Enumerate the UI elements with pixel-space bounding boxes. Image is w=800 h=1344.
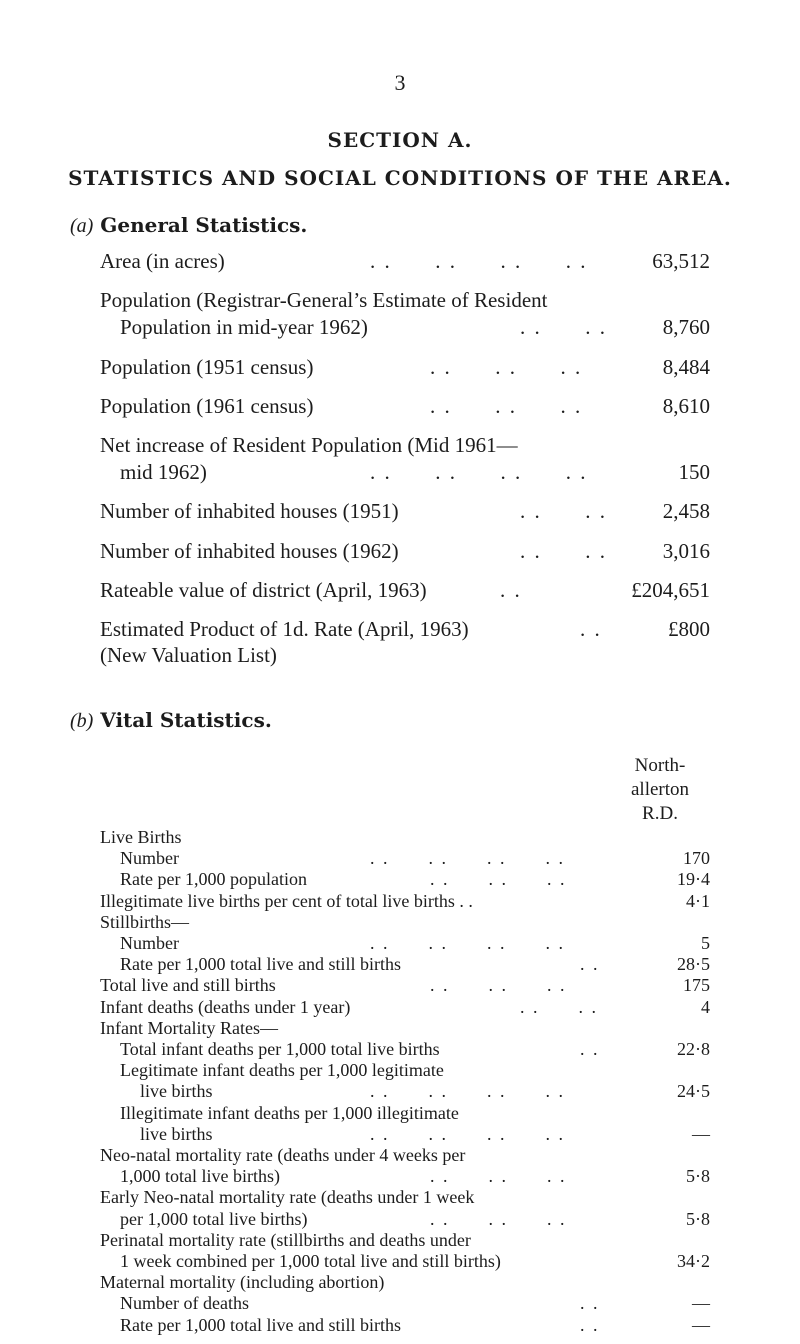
vital-value: 4 bbox=[701, 996, 710, 1017]
leader-dots: . . . . . . bbox=[430, 394, 583, 418]
vital-label: Illegitimate live births per cent of total live births . . bbox=[100, 890, 473, 911]
vital-row bbox=[0, 1271, 800, 1293]
vital-value: 4·1 bbox=[686, 890, 710, 911]
vital-value: 5·8 bbox=[686, 1208, 710, 1229]
leader-dots: . . . . bbox=[520, 499, 607, 523]
general-value: £800 bbox=[668, 617, 710, 641]
column-header-line: allerton bbox=[630, 779, 690, 800]
vital-row bbox=[0, 826, 800, 848]
vital-label: Number bbox=[120, 933, 179, 953]
leader-dots: . . . . bbox=[520, 539, 607, 563]
column-header-line: North- bbox=[634, 755, 686, 776]
vital-row bbox=[0, 1038, 800, 1060]
vital-row bbox=[0, 953, 800, 975]
general-marker: (a) bbox=[70, 215, 94, 237]
general-row bbox=[0, 496, 800, 526]
general-row bbox=[0, 575, 800, 605]
general-value: £204,651 bbox=[631, 578, 710, 602]
general-statistics-heading bbox=[70, 213, 307, 238]
leader-dots: . . . . . . . . bbox=[370, 1081, 565, 1102]
section-subtitle: STATISTICS AND SOCIAL CONDITIONS OF THE AREA. bbox=[68, 166, 732, 190]
leader-dots: . . . . . . bbox=[430, 975, 567, 996]
vital-value: 34·2 bbox=[677, 1251, 710, 1271]
general-row bbox=[0, 430, 800, 460]
general-label: Population (Registrar-General’s Estimate of Resident bbox=[100, 288, 548, 312]
leader-dots: . . bbox=[580, 954, 600, 975]
vital-label: Rate per 1,000 population bbox=[120, 869, 307, 890]
vital-value: 5 bbox=[701, 933, 710, 953]
vital-row bbox=[0, 1229, 800, 1251]
vital-value: — bbox=[692, 1314, 710, 1335]
general-value: 3,016 bbox=[662, 539, 710, 563]
leader-dots: . . . . bbox=[520, 315, 607, 339]
leader-dots: . . bbox=[580, 1314, 600, 1335]
leader-dots: . . . . . . bbox=[430, 1208, 567, 1229]
vital-row bbox=[0, 1292, 800, 1314]
vital-label: Total infant deaths per 1,000 total live births bbox=[120, 1039, 440, 1059]
leader-dots: . . bbox=[580, 1039, 600, 1059]
vital-statistics-heading bbox=[70, 708, 272, 733]
vital-label: Live Births bbox=[100, 827, 182, 847]
section-title: SECTION A. bbox=[327, 128, 473, 152]
vital-row bbox=[0, 868, 800, 890]
vital-row bbox=[0, 1165, 800, 1187]
vital-value: 175 bbox=[683, 975, 710, 996]
vital-heading-text: Vital Statistics. bbox=[100, 708, 272, 732]
vital-value: 19·4 bbox=[677, 869, 710, 890]
general-row bbox=[0, 640, 800, 670]
general-heading-text: General Statistics. bbox=[100, 213, 308, 237]
general-label: Population (1951 census) bbox=[100, 355, 314, 379]
vital-label: Early Neo-natal mortality rate (deaths under 1 week bbox=[100, 1187, 475, 1208]
vital-row bbox=[0, 1059, 800, 1081]
vital-value: 28·5 bbox=[677, 954, 710, 975]
column-header-line: R.D. bbox=[642, 803, 678, 824]
vital-row bbox=[0, 974, 800, 996]
vital-row bbox=[0, 911, 800, 933]
vital-marker: (b) bbox=[70, 710, 94, 732]
vital-row bbox=[0, 996, 800, 1018]
vital-row bbox=[0, 1314, 800, 1336]
general-label: (New Valuation List) bbox=[100, 643, 277, 667]
vital-row bbox=[0, 1123, 800, 1145]
vital-value: 24·5 bbox=[677, 1081, 710, 1102]
leader-dots: . . . . . . . . bbox=[370, 249, 588, 273]
vital-label: Infant deaths (deaths under 1 year) bbox=[100, 996, 351, 1017]
leader-dots: . . . . . . . . bbox=[370, 460, 588, 484]
general-label: mid 1962) bbox=[120, 460, 207, 484]
general-value: 2,458 bbox=[662, 499, 710, 523]
vital-label: live births bbox=[140, 1081, 213, 1102]
vital-label: Rate per 1,000 total live and still births bbox=[120, 1314, 401, 1335]
general-label: Area (in acres) bbox=[100, 249, 225, 273]
general-row bbox=[0, 391, 800, 421]
vital-label: live births bbox=[140, 1123, 213, 1144]
general-row bbox=[0, 536, 800, 566]
general-label: Net increase of Resident Population (Mid 1961— bbox=[100, 433, 518, 457]
vital-label: Infant Mortality Rates— bbox=[100, 1017, 278, 1038]
vital-label: Total live and still births bbox=[100, 975, 276, 996]
vital-label: per 1,000 total live births) bbox=[120, 1208, 308, 1229]
general-label: Population (1961 census) bbox=[100, 394, 314, 418]
leader-dots: . . . . . . bbox=[430, 355, 583, 379]
vital-row bbox=[0, 890, 800, 912]
general-value: 63,512 bbox=[652, 249, 710, 273]
vital-row bbox=[0, 1080, 800, 1102]
general-value: 8,484 bbox=[662, 355, 710, 379]
general-label: Rateable value of district (April, 1963) bbox=[100, 578, 427, 602]
vital-value: — bbox=[692, 1123, 710, 1144]
leader-dots: . . . . . . . . bbox=[370, 1123, 565, 1144]
vital-row bbox=[0, 1208, 800, 1230]
general-label: Population in mid-year 1962) bbox=[120, 315, 368, 339]
general-row bbox=[0, 285, 800, 315]
vital-label: Number of deaths bbox=[120, 1293, 249, 1314]
general-value: 150 bbox=[678, 460, 710, 484]
vital-row bbox=[0, 1102, 800, 1124]
leader-dots: . . bbox=[580, 1293, 600, 1314]
leader-dots: . . . . . . bbox=[430, 869, 567, 890]
leader-dots: . . . . bbox=[520, 996, 598, 1017]
general-label: Number of inhabited houses (1951) bbox=[100, 499, 399, 523]
vital-value: 5·8 bbox=[686, 1166, 710, 1187]
general-row bbox=[0, 352, 800, 382]
vital-label: Illegitimate infant deaths per 1,000 illegitimate bbox=[120, 1102, 459, 1123]
vital-label: Maternal mortality (including abortion) bbox=[100, 1272, 385, 1293]
vital-value: 170 bbox=[683, 848, 710, 869]
leader-dots: . . . . . . . . bbox=[370, 933, 565, 953]
vital-row bbox=[0, 1144, 800, 1166]
vital-label: Perinatal mortality rate (stillbirths and deaths under bbox=[100, 1229, 471, 1250]
leader-dots: . . . . . . . . bbox=[370, 848, 565, 869]
general-row bbox=[0, 457, 800, 487]
vital-label: Stillbirths— bbox=[100, 911, 190, 932]
vital-row bbox=[0, 1250, 800, 1272]
general-row bbox=[0, 246, 800, 276]
vital-row bbox=[0, 847, 800, 869]
vital-row bbox=[0, 932, 800, 954]
general-value: 8,610 bbox=[662, 394, 710, 418]
vital-row bbox=[0, 1186, 800, 1208]
vital-label: 1,000 total live births) bbox=[120, 1166, 280, 1187]
vital-label: Legitimate infant deaths per 1,000 legitimate bbox=[120, 1060, 444, 1081]
vital-label: Rate per 1,000 total live and still births bbox=[120, 954, 401, 975]
leader-dots: . . . . . . bbox=[430, 1166, 567, 1187]
general-value: 8,760 bbox=[662, 315, 710, 339]
general-label: Estimated Product of 1d. Rate (April, 1963) bbox=[100, 617, 469, 641]
vital-label: 1 week combined per 1,000 total live and still births) bbox=[120, 1251, 501, 1271]
leader-dots: . . bbox=[580, 617, 602, 641]
vital-value: 22·8 bbox=[677, 1039, 710, 1059]
vital-label: Number bbox=[120, 848, 179, 869]
vital-value: — bbox=[692, 1293, 710, 1314]
vital-label: Neo-natal mortality rate (deaths under 4 weeks per bbox=[100, 1145, 466, 1165]
general-label: Number of inhabited houses (1962) bbox=[100, 539, 399, 563]
vital-row bbox=[0, 1017, 800, 1039]
page-number: 3 bbox=[394, 70, 406, 95]
general-row bbox=[0, 312, 800, 342]
leader-dots: . . bbox=[500, 578, 522, 602]
